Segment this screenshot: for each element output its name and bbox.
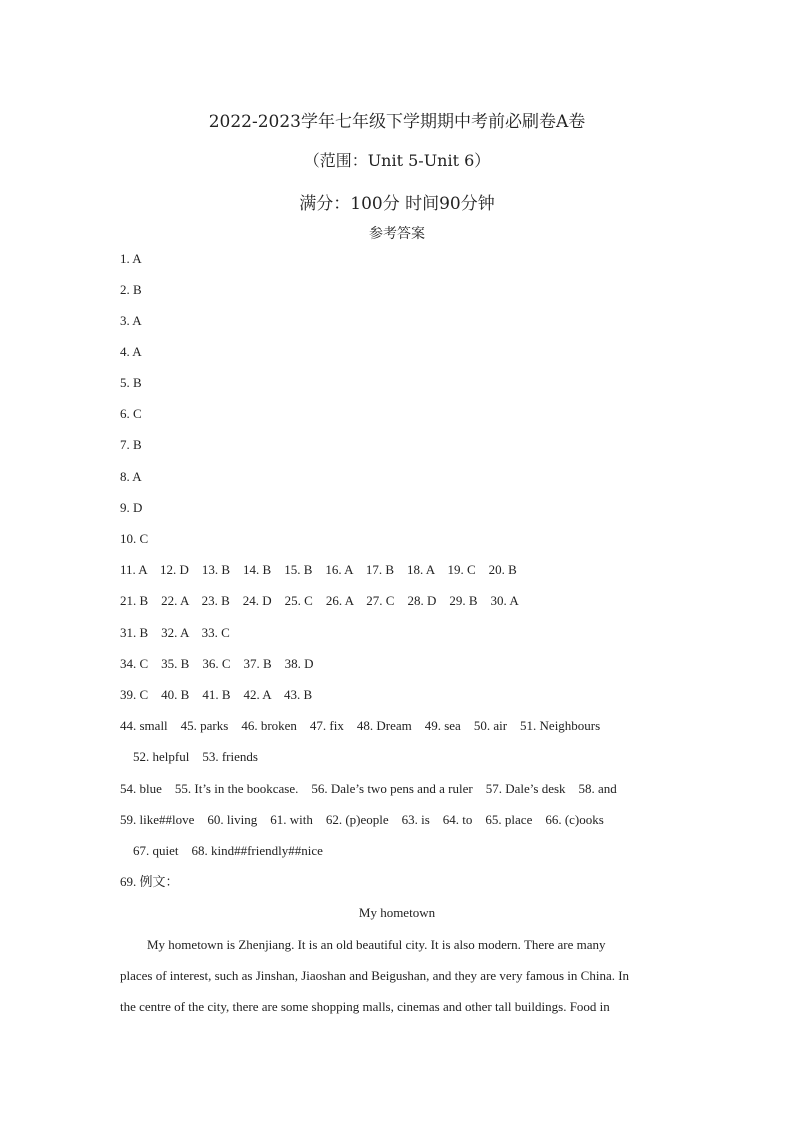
answer-line: 11. A 12. D 13. B 14. B 15. B 16. A 17. B 18. A 19. C 20. B (120, 562, 517, 577)
essay-line: My hometown is Zhenjiang. It is an old beautiful city. It is also modern. There are many (147, 937, 606, 952)
answer-line: 1. A (120, 251, 142, 266)
answer-line: 44. small 45. parks 46. broken 47. fix 48. Dream 49. sea 50. air 51. Neighbours (120, 718, 601, 733)
answer-line: 6. C (120, 406, 142, 421)
essay-title: My hometown (358, 905, 436, 920)
section-heading: 参考答案 (369, 226, 425, 242)
exam-range: （范围：Unit 5-Unit 6） (303, 151, 491, 170)
answer-line: 10. C (120, 531, 149, 546)
answer-line: 67. quiet 68. kind##friendly##nice (133, 843, 323, 858)
answer-line: 9. D (120, 500, 143, 515)
essay-line: the centre of the city, there are some shopping malls, cinemas and other tall buildings. Food in (120, 999, 610, 1014)
answer-line: 4. A (120, 344, 142, 359)
answer-line: 21. B 22. A 23. B 24. D 25. C 26. A 27. C 28. D 29. B 30. A (120, 593, 519, 608)
answer-line: 31. B 32. A 33. C (120, 625, 230, 640)
answer-line: 69. 例文： (120, 874, 179, 889)
exam-title: 2022-2023学年七年级下学期期中考前必刷卷A卷 (208, 112, 586, 132)
answer-line: 2. B (120, 282, 142, 297)
essay-line: places of interest, such as Jinshan, Jiaoshan and Beigushan, and they are very famous in China. In (120, 968, 630, 983)
answer-line: 54. blue 55. It’s in the bookcase. 56. Dale’s two pens and a ruler 57. Dale’s desk 58. and (120, 781, 617, 796)
answer-line: 5. B (120, 375, 142, 390)
answer-line: 52. helpful 53. friends (133, 749, 258, 764)
answer-line: 8. A (120, 469, 142, 484)
answer-line: 3. A (120, 313, 142, 328)
answer-line: 59. like##love 60. living 61. with 62. (p)eople 63. is 64. to 65. place 66. (c)ooks (120, 812, 604, 827)
exam-score-time: 满分：100分 时间90分钟 (299, 194, 495, 214)
answer-line: 7. B (120, 437, 142, 452)
answer-line: 34. C 35. B 36. C 37. B 38. D (120, 656, 314, 671)
answer-line: 39. C 40. B 41. B 42. A 43. B (120, 687, 313, 702)
